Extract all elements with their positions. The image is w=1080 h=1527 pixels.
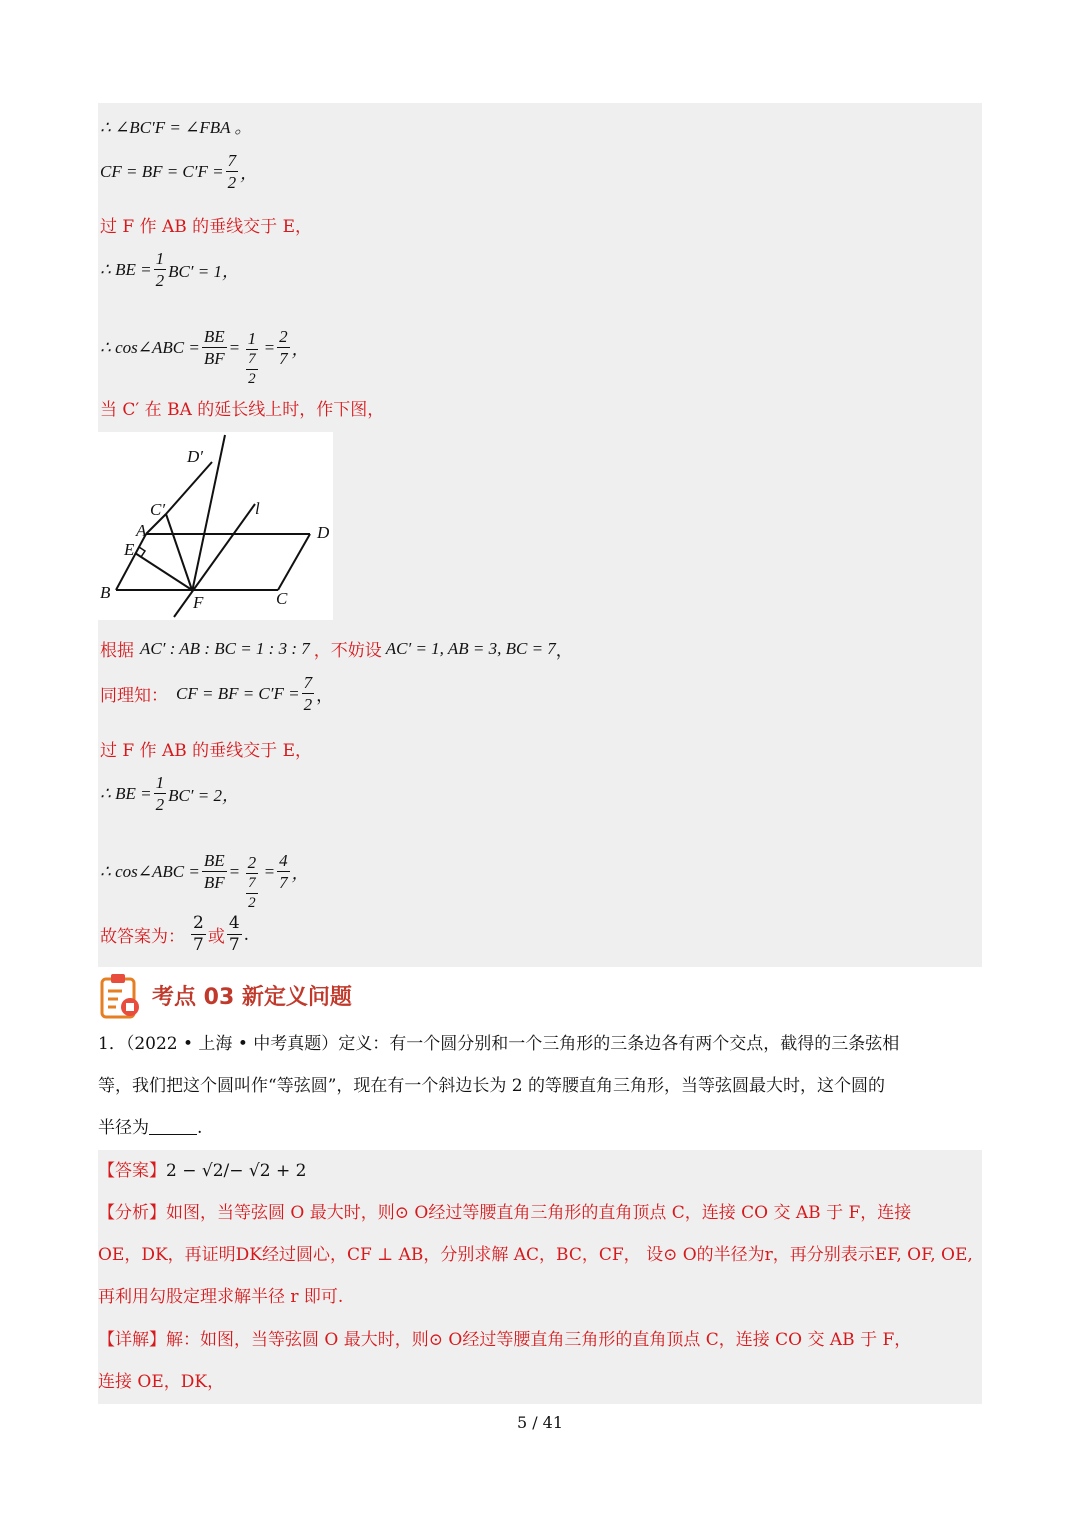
clipboard-icon — [98, 971, 142, 1019]
text: 连接 OE，DK， — [98, 1372, 225, 1392]
text: 解：如图，当等弦圆 O 最大时，则⊙ O经过等腰直角三角形的直角顶点 C，连接 CO 交 AB 于 F， — [166, 1330, 912, 1350]
fraction — [202, 328, 227, 367]
text: ，不妨设 — [313, 641, 382, 661]
text: ， — [316, 686, 334, 706]
denominator: 2 — [248, 371, 256, 387]
text: ∴ BE = — [100, 783, 152, 803]
denominator: BF — [203, 349, 225, 368]
text: 或 — [207, 927, 225, 947]
answer-tag: 【答案】 — [98, 1161, 166, 1181]
numerator: 1 — [155, 249, 165, 268]
problem-line-2 — [98, 1065, 982, 1107]
denominator: 7 — [279, 349, 288, 368]
denominator: BF — [203, 873, 225, 892]
fraction — [202, 852, 227, 891]
text: = — [228, 861, 241, 881]
text: AC′ = 1, AB = 3, BC = 7 — [385, 638, 556, 658]
solution-line-final-answer — [100, 915, 249, 954]
detail-line-1 — [98, 1319, 982, 1361]
fraction — [277, 852, 290, 891]
denominator: 2 — [303, 695, 313, 714]
answer-blank — [149, 1116, 197, 1135]
denominator: 7 — [228, 935, 240, 955]
nested-fraction — [242, 330, 262, 387]
text: 如图，当等弦圆 O 最大时，则⊙ O经过等腰直角三角形的直角顶点 C，连接 CO 交 AB 于 F，连接 — [166, 1203, 912, 1223]
denominator — [242, 350, 262, 387]
text: 半径为 — [98, 1118, 149, 1138]
label-c-prime: C′ — [150, 500, 166, 519]
label-c: C — [276, 589, 288, 608]
text: 1．（2022 • 上海 • 中考真题）定义：有一个圆分别和一个三角形的三条边各有两个交点，截得的三条弦相 — [98, 1034, 900, 1054]
solution-line-cos — [100, 308, 309, 387]
fraction — [302, 674, 315, 713]
denominator: 2 — [248, 895, 256, 911]
label-b: B — [100, 583, 111, 602]
answer-line — [98, 1150, 982, 1192]
section-header — [98, 970, 352, 1020]
denominator: 2 — [155, 795, 165, 814]
fraction — [154, 250, 167, 289]
text: . — [197, 1118, 203, 1138]
text: = — [263, 861, 276, 881]
fraction — [227, 915, 242, 954]
text: ， — [291, 340, 309, 359]
solution-line-case2 — [100, 395, 384, 420]
solution-line-be-2 — [100, 774, 239, 813]
text: 同理知： — [100, 686, 168, 706]
text: ∴ ∠BC′F = ∠FBA 。 — [100, 118, 252, 137]
page-number: 5 / 41 — [516, 1413, 564, 1432]
label-f: F — [193, 593, 204, 612]
denominator: 2 — [227, 173, 237, 192]
geometry-diagram — [98, 432, 333, 620]
solution-line-angle-equal — [100, 113, 251, 138]
analysis-tag: 【分析】 — [98, 1203, 166, 1223]
text: BC′ = 1， — [168, 262, 239, 281]
fraction — [246, 352, 258, 387]
solution-line-cf-bf — [100, 152, 257, 191]
analysis-line-1 — [98, 1192, 982, 1234]
text: CF = BF = C′F = — [176, 683, 300, 703]
numerator: BE — [203, 851, 225, 870]
fraction — [226, 152, 239, 191]
numerator: 4 — [279, 851, 288, 870]
label-e: E — [124, 540, 135, 559]
text: 根据 — [100, 641, 134, 661]
solution-line-perpendicular-2 — [100, 736, 312, 761]
analysis-line-3 — [98, 1276, 982, 1318]
text: CF = BF = C′F = — [100, 161, 224, 181]
text: 过 F 作 AB 的垂线交于 E， — [100, 741, 312, 761]
solution-line-cos-2 — [100, 832, 309, 911]
numerator: 4 — [228, 913, 240, 933]
label-a: A — [136, 521, 147, 540]
text: ∴ BE = — [100, 259, 152, 279]
fraction — [154, 774, 167, 813]
text: BC′ = 2， — [168, 786, 239, 805]
numerator: BE — [203, 327, 225, 346]
text: ， — [240, 164, 258, 183]
text: ， — [291, 864, 309, 883]
solution-line-be — [100, 250, 239, 289]
text: 过 F 作 AB 的垂线交于 E， — [100, 217, 312, 237]
segment-ef — [135, 553, 192, 590]
numerator: 1 — [155, 773, 165, 792]
segment-c-prime-f — [166, 514, 192, 590]
denominator — [242, 874, 262, 911]
line-l — [174, 504, 255, 617]
fraction — [277, 328, 290, 367]
text: 故答案为： — [100, 927, 185, 947]
text: OE，DK，再证明DK经过圆心，CF ⊥ AB，分别求解 AC，BC，CF， 设⊙ O的半径为r，再分别表示EF, OF, OE, — [98, 1245, 973, 1265]
text: = — [263, 337, 276, 357]
text: 当 C′ 在 BA 的延长线上时，作下图， — [100, 400, 385, 420]
solution-line-ratio — [100, 636, 573, 661]
numerator: 2 — [193, 913, 204, 933]
denominator: 7 — [193, 935, 204, 955]
solution-line-similarly — [100, 674, 333, 713]
geometry-figure — [98, 432, 333, 620]
text: ∴ cos∠ABC = — [100, 337, 200, 357]
segment-c-prime-d-prime — [166, 462, 212, 514]
nested-fraction — [242, 854, 262, 911]
denominator: 2 — [155, 271, 165, 290]
fraction — [191, 915, 206, 954]
text: 等，我们把这个圆叫作“等弦圆”，现在有一个斜边长为 2 的等腰直角三角形，当等弦圆最大时，这个圆的 — [98, 1076, 886, 1096]
analysis-line-2 — [98, 1234, 982, 1276]
problem-line-3 — [98, 1107, 982, 1149]
numerator: 7 — [246, 352, 258, 370]
answer-value: 2 − √2/− √2 + 2 — [166, 1161, 307, 1181]
text: . — [243, 924, 250, 945]
text: ， — [555, 641, 573, 661]
numerator: 2 — [247, 853, 257, 872]
numerator: 2 — [279, 327, 288, 346]
text: 再利用勾股定理求解半径 r 即可. — [98, 1287, 344, 1307]
numerator: 7 — [246, 876, 258, 894]
label-d: D — [317, 523, 330, 542]
section-title: 考点 03 新定义问题 — [152, 984, 352, 1010]
text: = — [228, 337, 241, 357]
problem-line-1 — [98, 1023, 982, 1065]
segment-cd — [278, 534, 310, 590]
label-l: l — [255, 499, 260, 518]
numerator: 7 — [303, 673, 313, 692]
numerator: 1 — [247, 329, 257, 348]
detail-tag: 【详解】 — [98, 1330, 166, 1350]
text: AC′ : AB : BC = 1 : 3 : 7 — [140, 638, 310, 658]
denominator: 7 — [279, 873, 288, 892]
numerator: 7 — [227, 151, 237, 170]
fraction — [246, 876, 258, 911]
solution-line-perpendicular — [100, 212, 312, 237]
text: ∴ cos∠ABC = — [100, 861, 200, 881]
label-d-prime: D′ — [187, 447, 203, 466]
detail-line-2 — [98, 1361, 982, 1403]
